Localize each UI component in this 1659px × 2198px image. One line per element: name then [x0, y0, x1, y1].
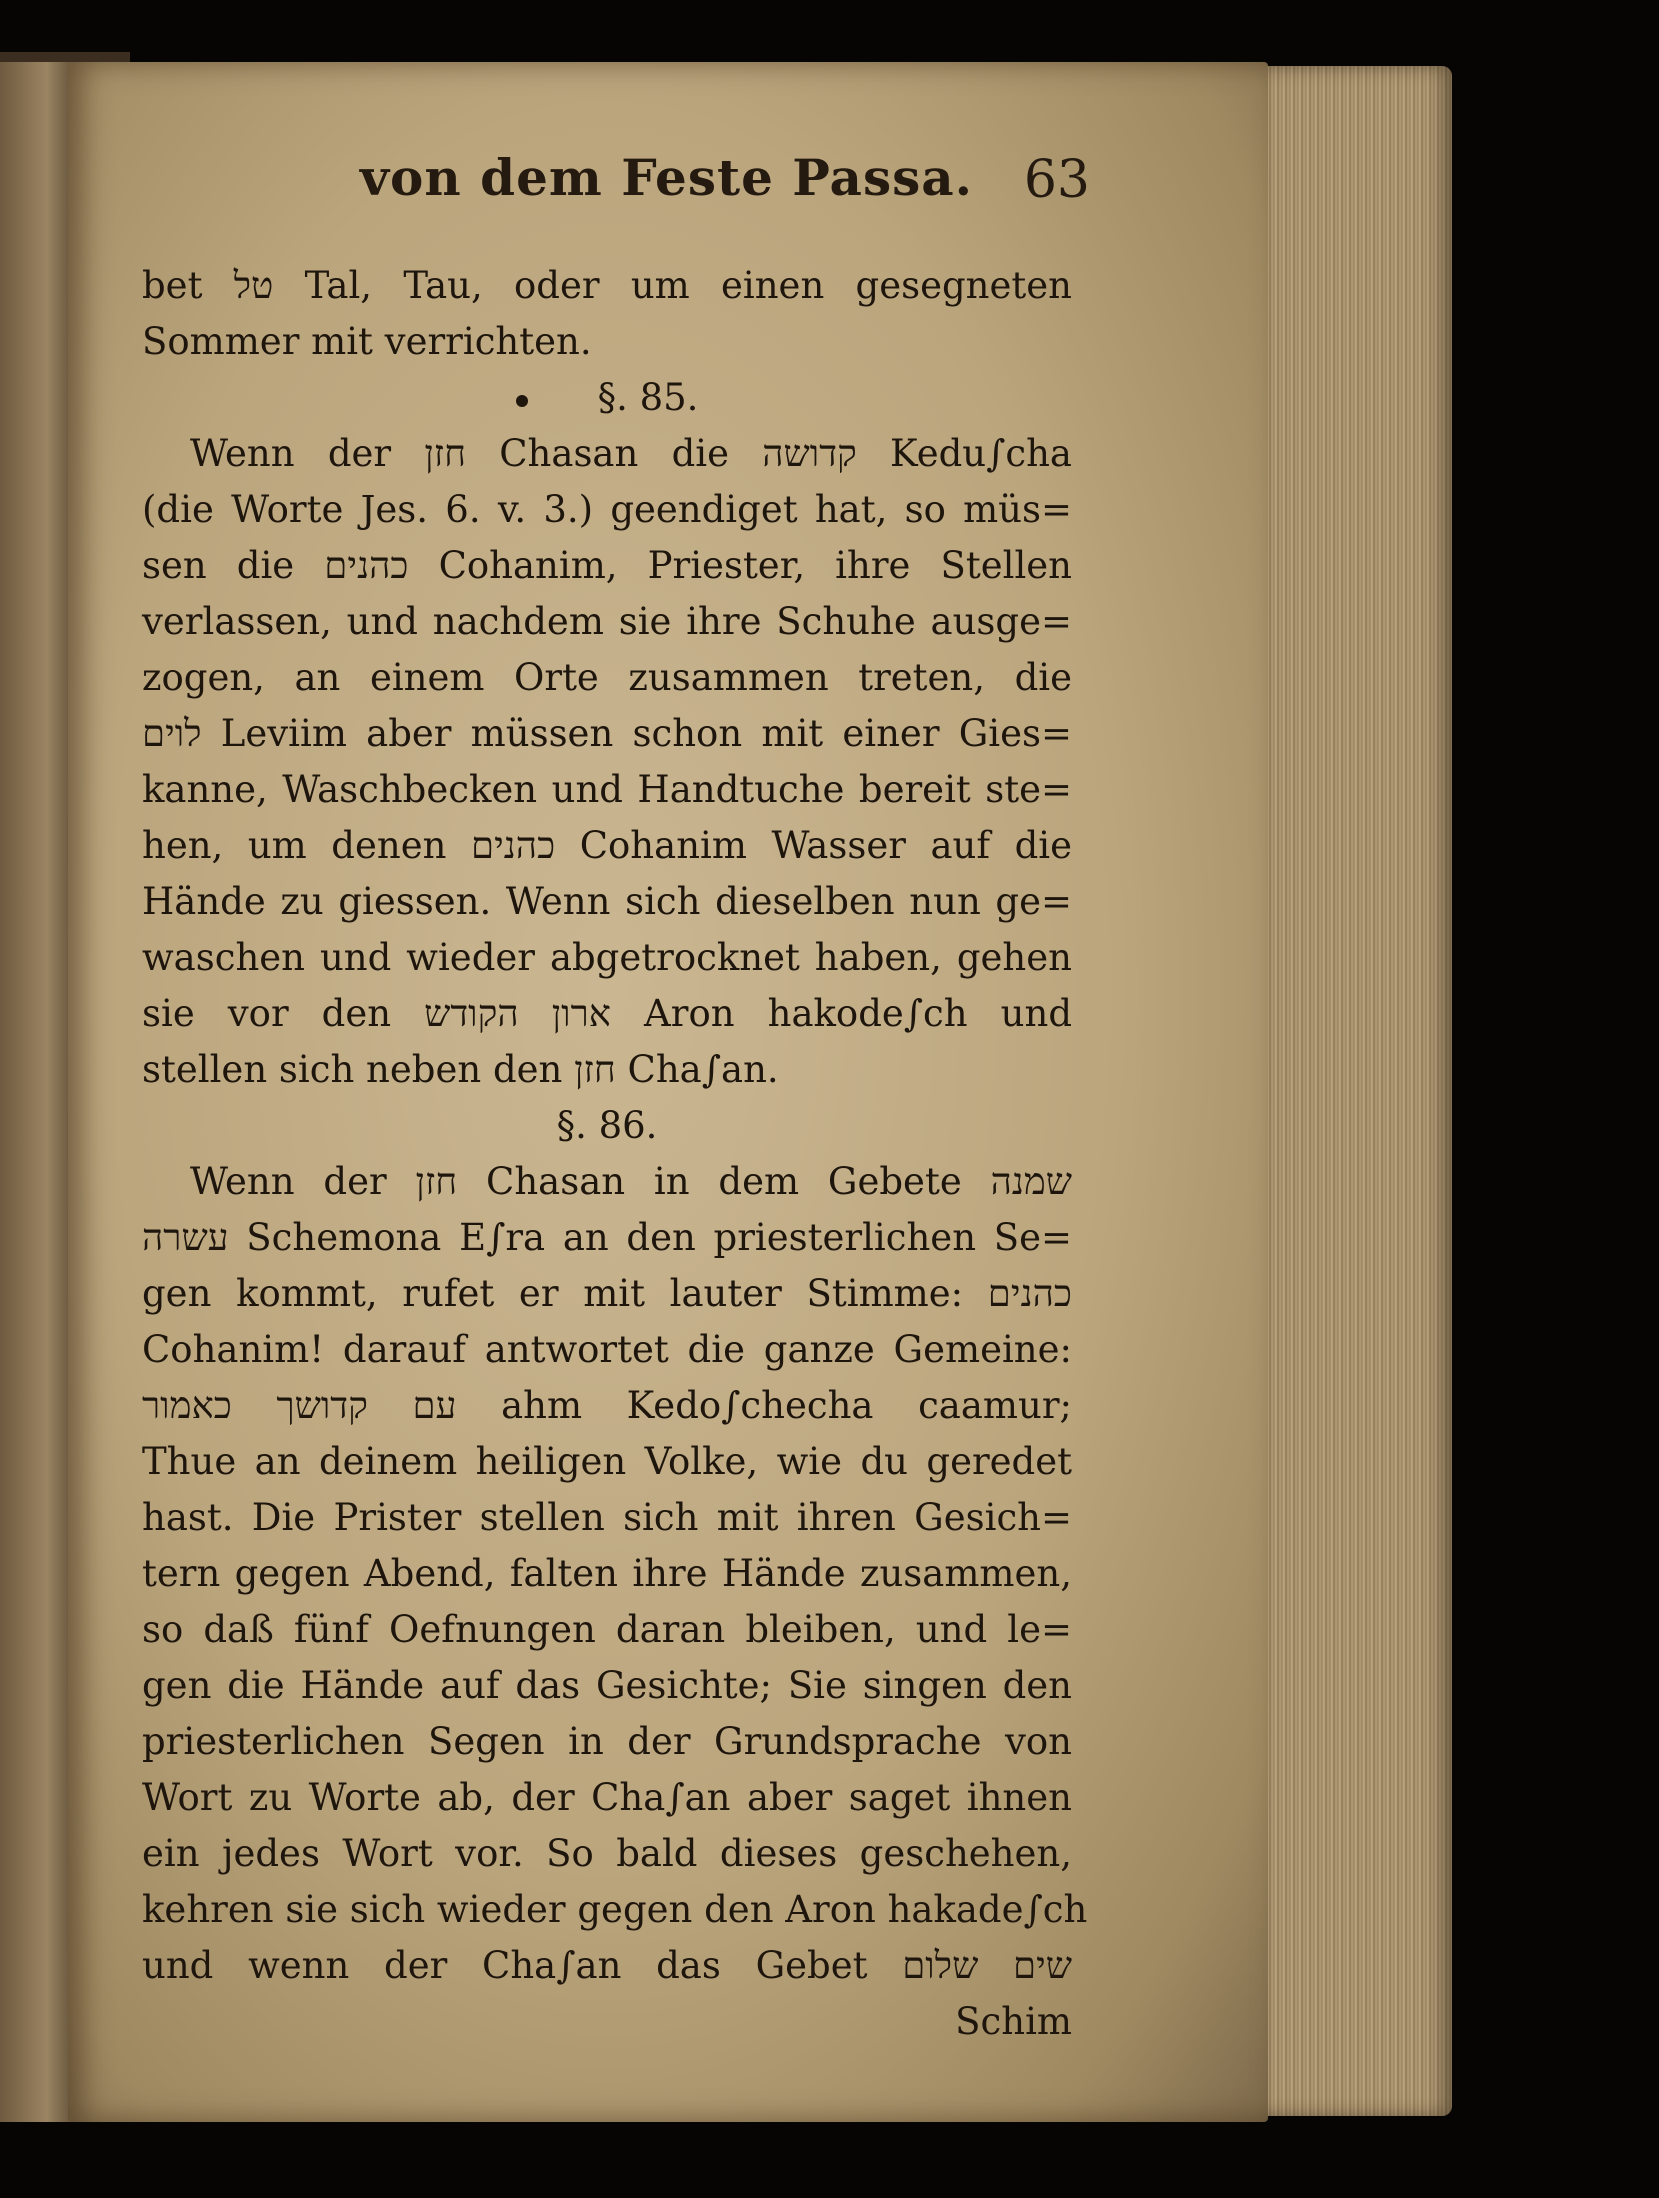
text-line: kanne, Waschbecken und Handtuche bereit ste=	[142, 768, 1072, 811]
ink-blot-mark	[516, 395, 528, 407]
text-line: priesterlichen Segen in der Grundsprache von	[142, 1720, 1072, 1763]
page-number: 63	[1023, 150, 1090, 210]
text-line: Thue an deinem heiligen Volke, wie du geredet	[142, 1440, 1072, 1483]
previous-page-glyphs	[4, 62, 34, 2122]
text-line: hen, um denen כהנים Cohanim Wasser auf die	[142, 824, 1072, 867]
text-line: hast. Die Prister stellen sich mit ihren Gesich=	[142, 1496, 1072, 1539]
text-line: verlassen, und nachdem sie ihre Schuhe ausge=	[142, 600, 1072, 643]
text-line: Sommer mit verrichten.	[142, 320, 592, 363]
text-line: עם קדושך כאמור ahm Kedo∫checha caamur;	[142, 1384, 1072, 1427]
book-page-edges	[1262, 66, 1452, 2116]
body-text	[142, 258, 1088, 2050]
section-number: §. 85.	[597, 376, 699, 419]
text-line: gen die Hände auf das Gesichte; Sie singen den	[142, 1664, 1072, 1707]
section-heading: §. 86.	[556, 1104, 658, 1147]
text-line: zogen, an einem Orte zusammen treten, die	[142, 656, 1072, 699]
section-heading	[142, 370, 1072, 426]
text-line: waschen und wieder abgetrocknet haben, gehen	[142, 936, 1072, 979]
running-head: von dem Feste Passa.	[360, 148, 974, 207]
previous-page-edge	[0, 62, 78, 2122]
text-line: stellen sich neben den חזן Cha∫an.	[142, 1048, 779, 1091]
text-line: לוים Leviim aber müssen schon mit einer Gies=	[142, 712, 1072, 755]
text-line: Wenn der חזן Chasan die קדושה Kedu∫cha	[190, 432, 1072, 475]
text-line: bet טל Tal, Tau, oder um einen gesegneten	[142, 264, 1072, 307]
text-line: und wenn der Cha∫an das Gebet שים שלום	[142, 1944, 1072, 1987]
catchword: Schim	[955, 2000, 1072, 2043]
text-line: (die Worte Jes. 6. v. 3.) geendiget hat, so müs=	[142, 488, 1072, 531]
text-line: so daß fünf Oefnungen daran bleiben, und le=	[142, 1608, 1072, 1651]
text-line: Wort zu Worte ab, der Cha∫an aber saget ihnen	[142, 1776, 1072, 1819]
text-line: עשרה Schemona E∫ra an den priesterlichen Se=	[142, 1216, 1072, 1259]
text-line: ein jedes Wort vor. So bald dieses geschehen,	[142, 1832, 1072, 1875]
text-line: sie vor den ארון הקודש Aron hakode∫ch und	[142, 992, 1073, 1035]
text-line: kehren sie sich wieder gegen den Aron hakade∫ch	[142, 1888, 1088, 1931]
text-line: tern gegen Abend, falten ihre Hände zusammen,	[142, 1552, 1072, 1595]
text-line: Hände zu giessen. Wenn sich dieselben nun ge=	[142, 880, 1072, 923]
text-line: Wenn der חזן Chasan in dem Gebete שמנה	[190, 1160, 1073, 1203]
text-line: gen kommt, rufet er mit lauter Stimme: כהנים	[142, 1272, 1072, 1315]
text-line: Cohanim! darauf antwortet die ganze Gemeine:	[142, 1328, 1072, 1371]
text-line: sen die כהנים Cohanim, Priester, ihre Stellen	[142, 544, 1073, 587]
